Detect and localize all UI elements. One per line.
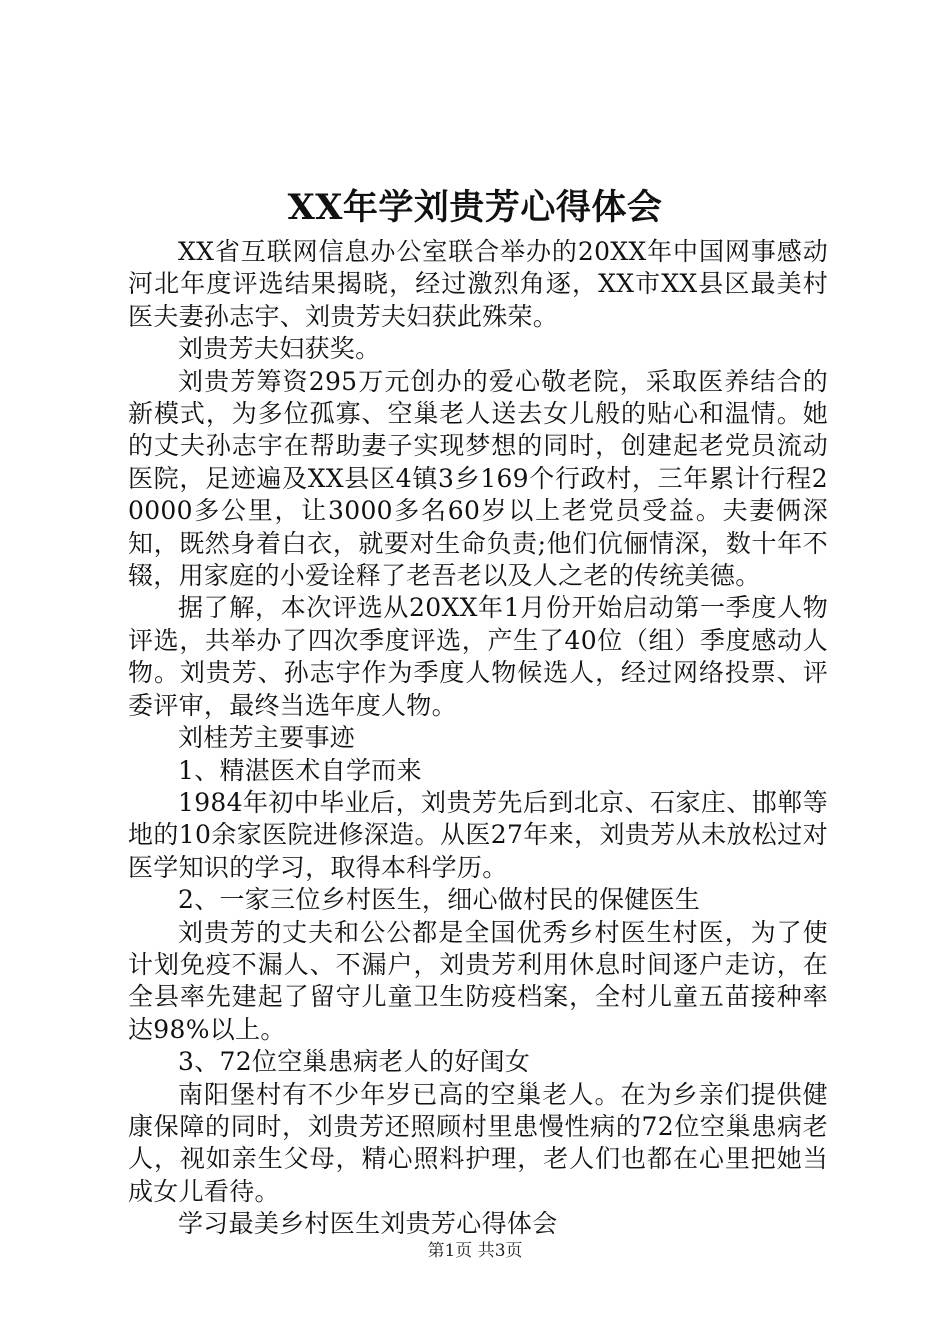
paragraph-selection: 据了解，本次评选从20XX年1月份开始启动第一季度人物评选，共举办了四次季度评选，产生了40位（组）季度感动人物。刘贵芳、孙志宇作为季度人物候选人，经过网络投票、评委评审，最终当选年度人物。 (128, 593, 828, 720)
paragraph-intro: XX省互联网信息办公室联合举办的20XX年中国网事感动河北年度评选结果揭晓，经过激烈角逐，XX市XX县区最美村医夫妻孙志宇、刘贵芳夫妇获此殊荣。 (128, 237, 828, 331)
document-body (128, 236, 828, 1241)
paragraph-vaccination: 刘贵芳的丈夫和公公都是全国优秀乡村医生村医，为了使计划免疫不漏人、不漏户，刘贵芳利用休息时间逐户走访，在全县率先建起了留守儿童卫生防疫档案，全村儿童五苗接种率达98%以上。 (128, 917, 828, 1044)
list-heading-3: 3、72位空巢患病老人的好闺女 (178, 1047, 531, 1077)
paragraph-award: 刘贵芳夫妇获奖。 (178, 334, 381, 364)
paragraph-study: 1984年初中毕业后，刘贵芳先后到北京、石家庄、邯郸等地的10余家医院进修深造。从医27年来，刘贵芳从未放松过对医学知识的学习，取得本科学历。 (128, 787, 828, 882)
document-title: XX年学刘贵芳心得体会 (287, 187, 663, 228)
list-heading-2: 2、一家三位乡村医生，细心做村民的保健医生 (178, 885, 701, 915)
paragraph-nursing-home: 刘贵芳筹资295万元创办的爱心敬老院，采取医养结合的新模式，为多位孤寡、空巢老人送去女儿般的贴心和温情。她的丈夫孙志宇在帮助妻子实现梦想的同时，创建起老党员流动医院，足迹遍及XX县区4镇3乡169个行政村，三年累计行程20000多公里，让3000多名60岁以上老党员受益。夫妻俩深知，既然身着白衣，就要对生命负责;他们伉俪情深，数十年不辍，用家庭的小爱诠释了老吾老以及人之老的传统美德。 (128, 366, 828, 591)
list-heading-1: 1、精湛医术自学而来 (178, 755, 422, 785)
page-number-footer: 第1页 共3页 (427, 1241, 523, 1261)
paragraph-elderly-care: 南阳堡村有不少年岁已高的空巢老人。在为乡亲们提供健康保障的同时，刘贵芳还照顾村里患慢性病的72位空巢患病老人，视如亲生父母，精心照料护理，老人们也都在心里把她当成女儿看待。 (128, 1079, 828, 1206)
paragraph-closing-heading: 学习最美乡村医生刘贵芳心得体会 (178, 1209, 558, 1239)
section-heading-deeds: 刘桂芳主要事迹 (178, 723, 356, 753)
